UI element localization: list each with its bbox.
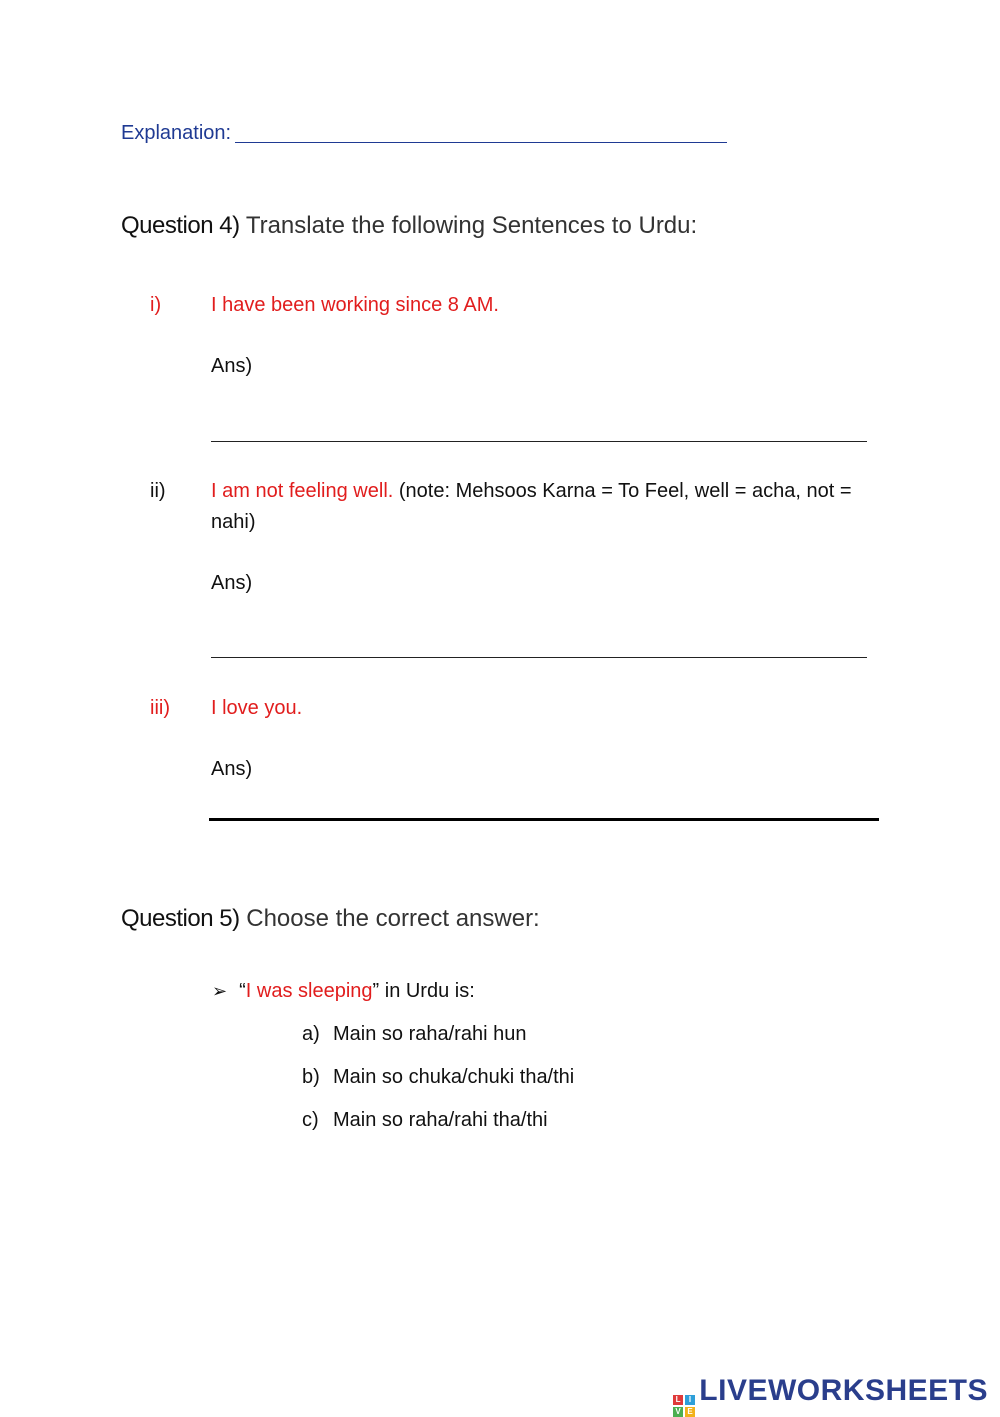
item-ii-number: ii) <box>150 480 166 502</box>
item-ii-sentence: I am not feeling well. <box>211 480 394 502</box>
option-c-text: Main so raha/rahi tha/thi <box>333 1109 548 1131</box>
item-ii-answer-line[interactable] <box>211 657 867 658</box>
item-iii-number: iii) <box>150 697 170 719</box>
quote-close: ” <box>372 980 380 1002</box>
option-a[interactable] <box>302 1023 526 1046</box>
option-a-text: Main so raha/rahi hun <box>333 1023 527 1045</box>
option-a-letter: a) <box>302 1023 320 1045</box>
explanation-row <box>121 122 727 145</box>
item-i-answer-line[interactable] <box>211 441 867 442</box>
item-iii-sentence: I love you. <box>211 697 303 719</box>
item-ii-ans-label: Ans) <box>211 572 253 594</box>
bullet-phrase: I was sleeping <box>245 980 373 1002</box>
option-c-letter: c) <box>302 1109 319 1131</box>
explanation-answer-line[interactable] <box>235 122 727 143</box>
explanation-label: Explanation: <box>121 122 232 144</box>
quote-open: “ <box>239 980 246 1002</box>
item-i-sentence: I have been working since 8 AM. <box>211 294 499 316</box>
item-i-ans-label: Ans) <box>211 355 253 377</box>
item-i-number: i) <box>150 294 162 316</box>
liveworksheets-logo-icon: L I V E <box>673 1395 695 1417</box>
question-4-heading <box>121 212 697 240</box>
bullet-rest: in Urdu is: <box>379 980 475 1002</box>
option-b[interactable] <box>302 1066 574 1089</box>
question-4-number: Question 4) <box>121 212 240 239</box>
item-ii-text <box>211 476 881 538</box>
brand-name: LIVEWORKSHEETS <box>699 1374 988 1407</box>
item-iii-answer-line[interactable] <box>209 818 879 821</box>
liveworksheets-brand <box>673 1374 988 1417</box>
question-5-number: Question 5) <box>121 905 240 932</box>
option-b-text: Main so chuka/chuki tha/thi <box>333 1066 575 1088</box>
option-b-letter: b) <box>302 1066 320 1088</box>
question-4-prompt: Translate the following Sentences to Urdu: <box>245 212 698 239</box>
question-5-prompt: Choose the correct answer: <box>246 905 540 932</box>
item-iii-ans-label: Ans) <box>211 758 253 780</box>
item-ii-note: (note: Mehsoos Karna = To Feel, well = acha, not = nahi) <box>211 480 852 533</box>
option-c[interactable] <box>302 1109 548 1132</box>
arrow-bullet-icon: ➢ <box>212 981 228 1001</box>
question-5-heading <box>121 905 540 933</box>
question-5-bullet <box>212 980 475 1003</box>
